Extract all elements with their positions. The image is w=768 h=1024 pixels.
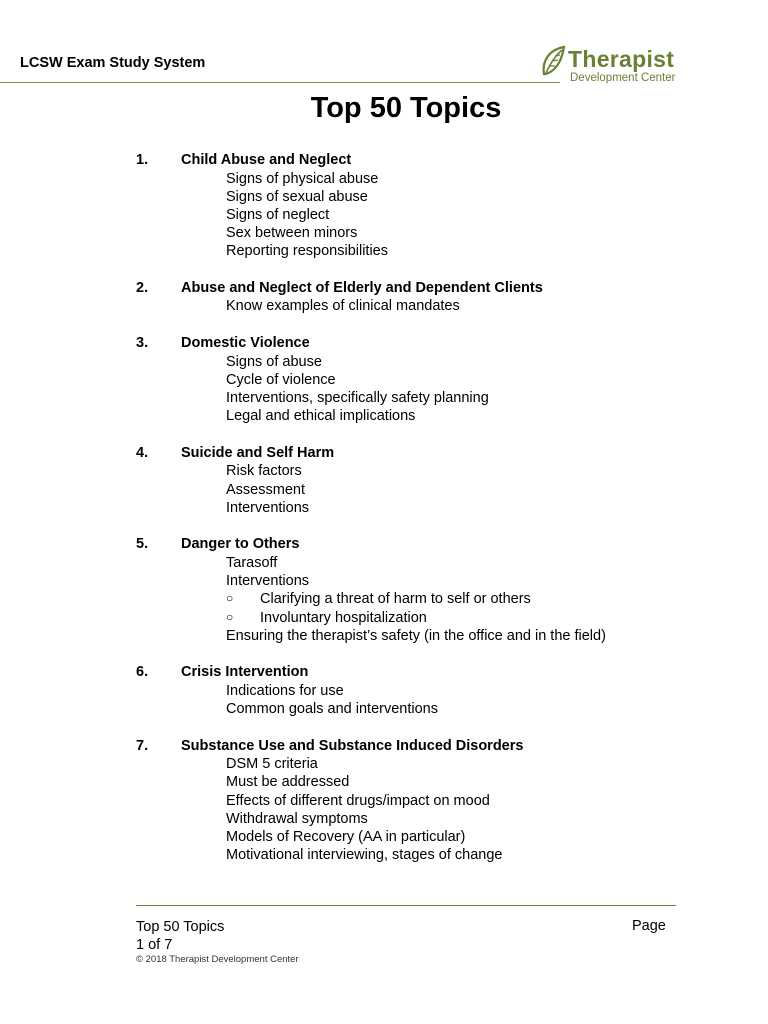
subtopic: Signs of physical abuse [226, 170, 379, 187]
subtopic: Interventions [226, 573, 310, 590]
topic-list [0, 152, 768, 884]
subtopic: Motivational interviewing, stages of change [226, 847, 503, 864]
topic-item [0, 335, 768, 426]
subtopic: Effects of different drugs/impact on mood [226, 792, 490, 809]
logo-main-text: Therapist [568, 46, 675, 72]
header-title: LCSW Exam Study System [20, 55, 206, 71]
topic-number: 6. [136, 664, 149, 681]
subtopic: Must be addressed [226, 774, 350, 791]
footer-divider [136, 905, 676, 906]
topic-number: 3. [136, 335, 149, 352]
topic-heading: Substance Use and Substance Induced Disorders [181, 737, 524, 754]
subtopic: Interventions [226, 499, 310, 516]
topic-number: 4. [136, 444, 149, 461]
subtopic: Models of Recovery (AA in particular) [226, 829, 466, 845]
page-title: Top 50 Topics [310, 92, 502, 124]
footer-page-label: Page [632, 918, 666, 934]
subtopic: DSM 5 criteria [226, 756, 318, 773]
subtopic: Indications for use [226, 682, 344, 699]
topic-item [0, 536, 768, 645]
logo-sub-text: Development Center [570, 72, 676, 84]
subtopic: Cycle of violence [226, 371, 336, 388]
nested-bullet-text: Involuntary hospitalization [260, 609, 427, 626]
topic-item [0, 152, 768, 261]
topic-number: 7. [136, 737, 149, 754]
subtopic: Sex between minors [226, 225, 358, 242]
topic-heading: Child Abuse and Neglect [181, 152, 352, 168]
leaf-icon [540, 44, 568, 78]
topic-number: 2. [136, 279, 149, 296]
nested-bullet-text: Clarifying a threat of harm to self or others [260, 591, 531, 608]
subtopic: Know examples of clinical mandates [226, 298, 460, 315]
circle-bullet-icon: ○ [226, 591, 234, 606]
subtopic: Interventions, specifically safety planning [226, 390, 489, 406]
topic-heading: Domestic Violence [181, 335, 310, 352]
footer-page-count: 1 of 7 [136, 937, 173, 953]
subtopic: Reporting responsibilities [226, 243, 388, 260]
circle-bullet-icon: ○ [226, 609, 234, 624]
topic-heading: Crisis Intervention [181, 664, 309, 681]
topic-number: 5. [136, 536, 149, 553]
topic-item [0, 280, 768, 317]
nested-bullet-item [0, 591, 768, 609]
topic-heading: Suicide and Self Harm [181, 444, 335, 461]
topic-item [0, 738, 768, 866]
subtopic: Withdrawal symptoms [226, 810, 368, 827]
topic-item [0, 445, 768, 518]
subtopic: Risk factors [226, 463, 302, 480]
nested-bullet-item [0, 610, 768, 628]
topic-number: 1. [136, 152, 149, 168]
topic-heading: Danger to Others [181, 536, 300, 553]
subtopic: Signs of sexual abuse [226, 188, 368, 205]
subtopic: Signs of neglect [226, 206, 330, 223]
subtopic: Assessment [226, 481, 305, 498]
subtopic: Ensuring the therapist’s safety (in the office and in the field) [226, 627, 606, 644]
subtopic: Signs of abuse [226, 353, 322, 370]
footer-copyright: © 2018 Therapist Development Center [136, 954, 299, 965]
subtopic: Common goals and interventions [226, 701, 438, 718]
company-logo [540, 44, 690, 86]
header-divider [0, 82, 560, 83]
topic-item [0, 664, 768, 719]
subtopic: Tarasoff [226, 554, 278, 571]
footer-doc-name: Top 50 Topics [136, 919, 225, 935]
topic-heading: Abuse and Neglect of Elderly and Dependent Clients [181, 279, 543, 296]
subtopic: Legal and ethical implications [226, 408, 416, 425]
footer-left [136, 918, 224, 954]
